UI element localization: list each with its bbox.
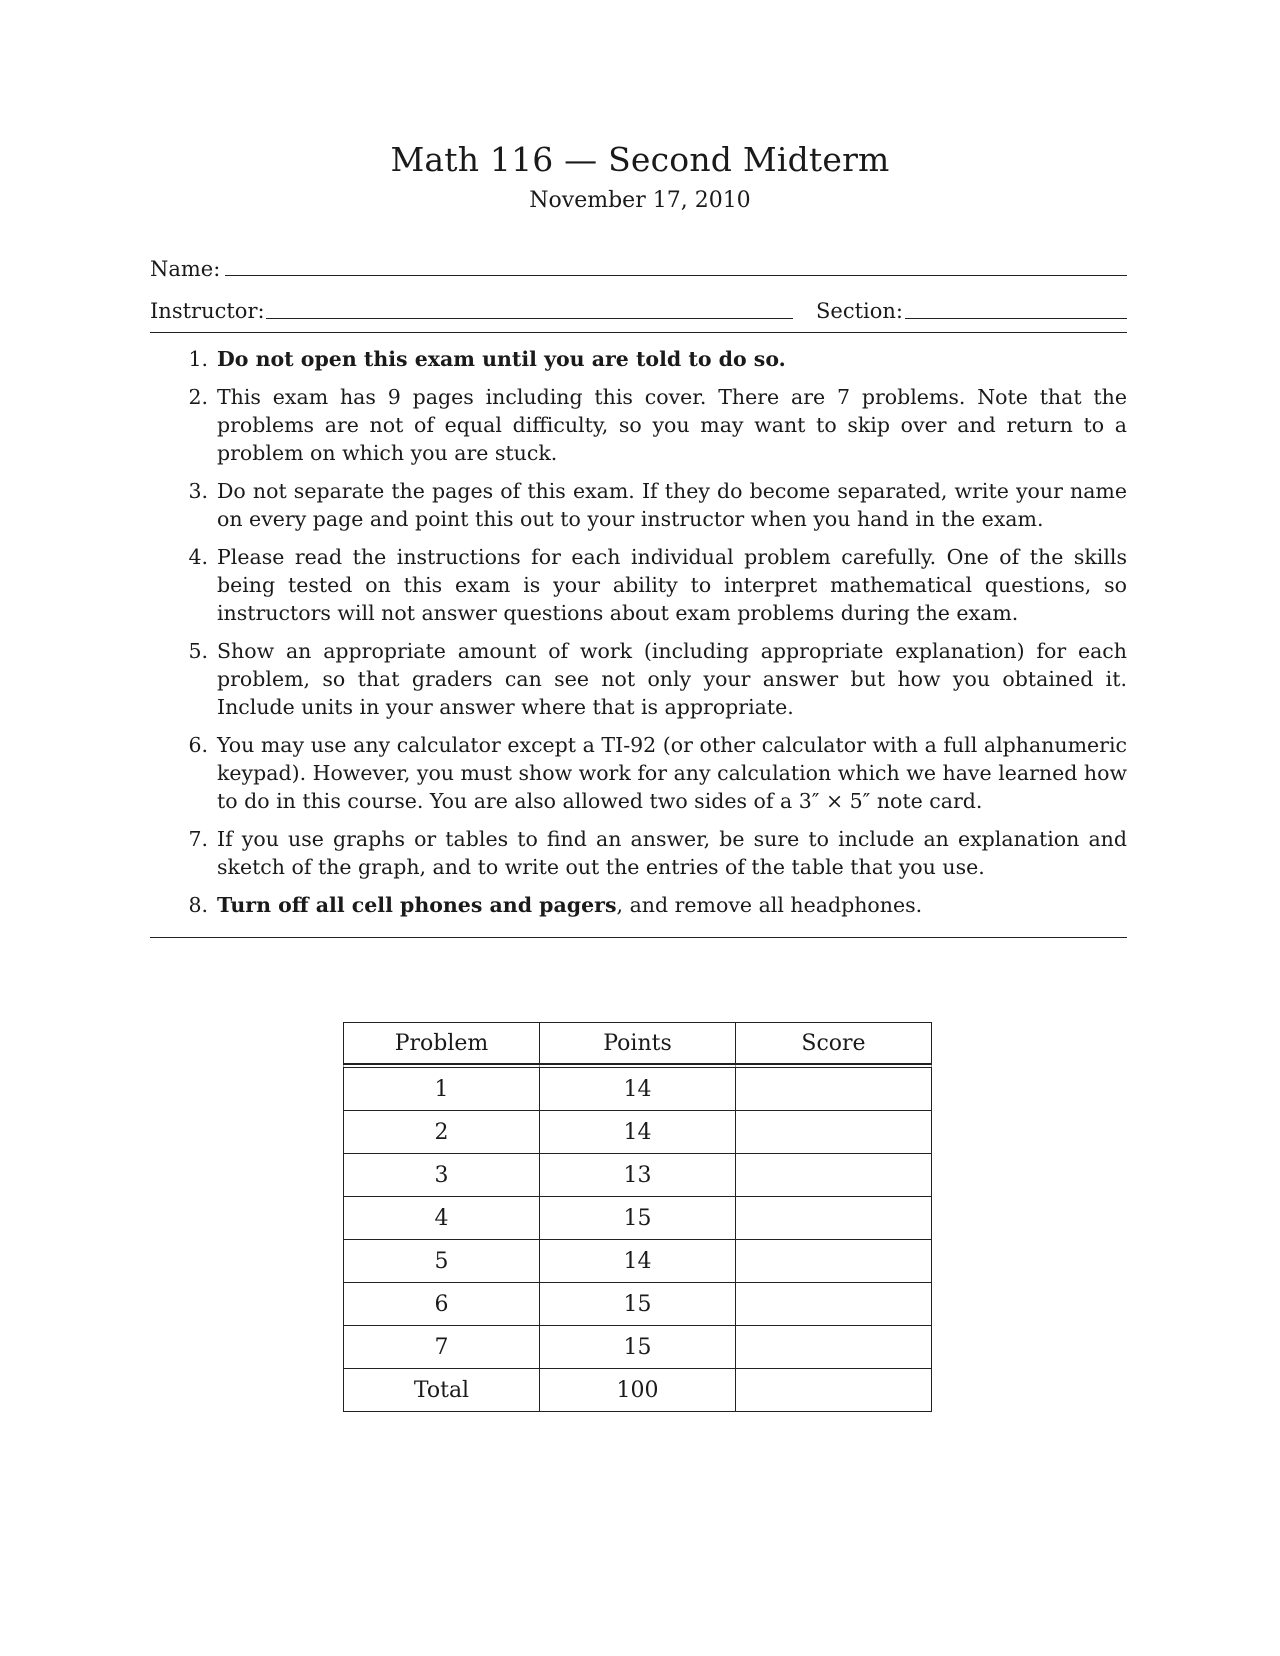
- instruction-number: 4.: [188, 545, 208, 569]
- score-cell[interactable]: [735, 1153, 932, 1196]
- instruction-item: [150, 891, 1127, 919]
- score-cell[interactable]: [735, 1196, 932, 1239]
- name-field[interactable]: [225, 275, 1127, 276]
- points-cell: 14: [539, 1239, 735, 1282]
- page-title: Math 116 — Second Midterm: [390, 140, 890, 179]
- table-row: [343, 1239, 932, 1282]
- instruction-text: This exam has 9 pages including this cover. There are 7 problems. Note that the problems are not of equal difficulty, so you may want to skip over and return to a problem on which you are stuck.: [217, 385, 1127, 465]
- table-row: [343, 1110, 932, 1153]
- instruction-number: 5.: [188, 639, 208, 663]
- problem-cell: 3: [343, 1153, 539, 1196]
- name-label: Name:: [150, 257, 221, 281]
- instruction-text: Do not separate the pages of this exam. If they do become separated, write your name on every page and point this out to your instructor when you hand in the exam.: [217, 479, 1127, 531]
- score-cell[interactable]: [735, 1110, 932, 1153]
- instruction-number: 8.: [188, 893, 208, 917]
- points-cell: 15: [539, 1282, 735, 1325]
- problem-cell: 6: [343, 1282, 539, 1325]
- score-table-header: [343, 1022, 932, 1064]
- top-divider: [150, 332, 1127, 333]
- problem-cell: 1: [343, 1064, 539, 1110]
- instruction-item: [150, 383, 1127, 467]
- instruction-number: 3.: [188, 479, 208, 503]
- instruction-item: [150, 731, 1127, 815]
- column-header-score: Score: [735, 1022, 932, 1064]
- instruction-text: , and remove all headphones.: [616, 893, 923, 917]
- instruction-text: Show an appropriate amount of work (including appropriate explanation) for each problem, so that graders can see not only your answer but how you obtained it. Include units in your answer where that is appropriate.: [217, 639, 1127, 719]
- exam-date: November 17, 2010: [529, 188, 751, 213]
- instruction-text: Please read the instructions for each individual problem carefully. One of the skills being tested on this exam is your ability to interpret mathematical questions, so instructors will not answer questions about exam problems during the exam.: [217, 545, 1127, 625]
- problem-cell: 7: [343, 1325, 539, 1368]
- total-row: [343, 1368, 932, 1412]
- problem-cell: Total: [343, 1368, 539, 1412]
- table-row: [343, 1064, 932, 1110]
- instruction-item: [150, 345, 1127, 373]
- problem-cell: 5: [343, 1239, 539, 1282]
- instruction-number: 2.: [188, 385, 208, 409]
- section-label: Section:: [816, 299, 903, 323]
- instructor-label: Instructor:: [150, 299, 265, 323]
- instruction-number: 1.: [188, 347, 208, 371]
- score-table: [343, 1022, 932, 1412]
- score-cell[interactable]: [735, 1239, 932, 1282]
- points-cell: 13: [539, 1153, 735, 1196]
- instructor-field[interactable]: [266, 318, 793, 319]
- table-row: [343, 1325, 932, 1368]
- instruction-emphasis: Turn off all cell phones and pagers: [217, 893, 617, 917]
- column-header-problem: Problem: [343, 1022, 539, 1064]
- score-cell[interactable]: [735, 1064, 932, 1110]
- score-cell[interactable]: [735, 1368, 932, 1412]
- instruction-item: [150, 543, 1127, 627]
- points-cell: 14: [539, 1064, 735, 1110]
- score-cell[interactable]: [735, 1282, 932, 1325]
- points-cell: 14: [539, 1110, 735, 1153]
- instruction-item: [150, 637, 1127, 721]
- column-header-points: Points: [539, 1022, 735, 1064]
- instructions-list: [150, 345, 1127, 929]
- points-cell: 15: [539, 1325, 735, 1368]
- points-cell: 100: [539, 1368, 735, 1412]
- table-row: [343, 1282, 932, 1325]
- section-field[interactable]: [905, 318, 1127, 319]
- bottom-divider: [150, 937, 1127, 938]
- points-cell: 15: [539, 1196, 735, 1239]
- instruction-emphasis: Do not open this exam until you are told to do so.: [217, 347, 786, 371]
- problem-cell: 4: [343, 1196, 539, 1239]
- score-cell[interactable]: [735, 1325, 932, 1368]
- instruction-item: [150, 477, 1127, 533]
- instruction-number: 6.: [188, 733, 208, 757]
- problem-cell: 2: [343, 1110, 539, 1153]
- instruction-text: You may use any calculator except a TI-92 (or other calculator with a full alphanumeric keypad). However, you must show work for any calculation which we have learned how to do in this course. You are also allowed two sides of a 3″ × 5″ note card.: [217, 733, 1127, 813]
- table-row: [343, 1153, 932, 1196]
- instruction-item: [150, 825, 1127, 881]
- table-row: [343, 1196, 932, 1239]
- instruction-text: If you use graphs or tables to find an answer, be sure to include an explanation and sketch of the graph, and to write out the entries of the table that you use.: [217, 827, 1127, 879]
- instruction-number: 7.: [188, 827, 208, 851]
